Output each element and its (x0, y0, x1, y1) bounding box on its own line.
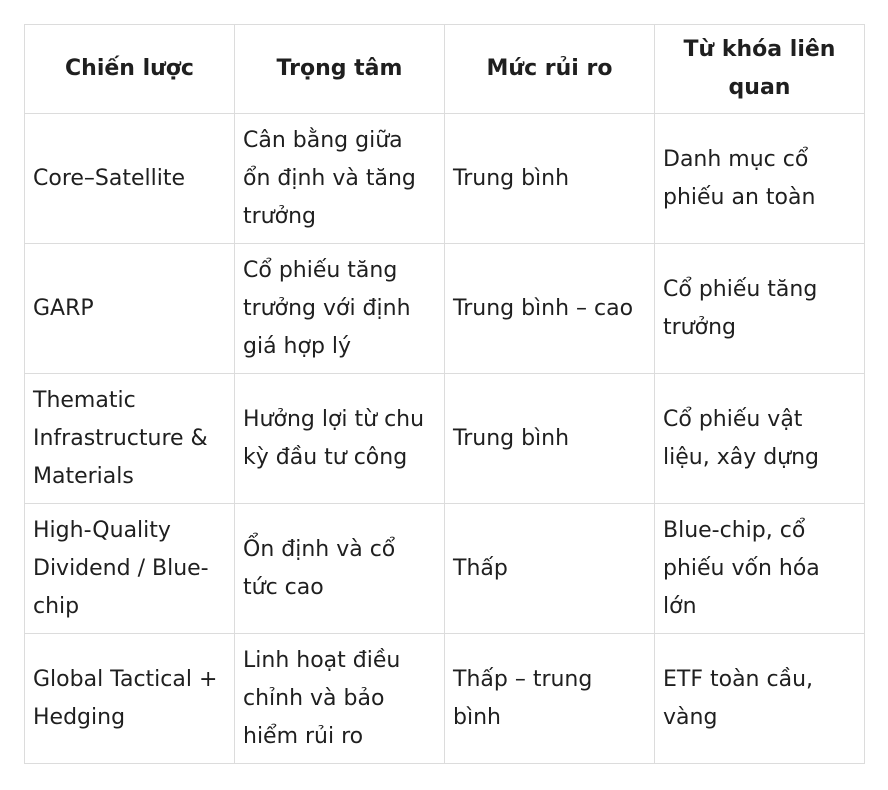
table-header (25, 25, 865, 114)
table-container (24, 24, 865, 764)
cell-risk: Thấp – trung bình (445, 634, 655, 764)
table-body (25, 114, 865, 764)
header-keywords: Từ khóa liên quan (655, 25, 865, 114)
cell-strategy: High-Quality Dividend / Blue-chip (25, 504, 235, 634)
table-row (25, 634, 865, 764)
cell-risk: Trung bình – cao (445, 244, 655, 374)
header-focus: Trọng tâm (235, 25, 445, 114)
table-row (25, 244, 865, 374)
cell-keywords: ETF toàn cầu, vàng (655, 634, 865, 764)
cell-focus: Hưởng lợi từ chu kỳ đầu tư công (235, 374, 445, 504)
cell-strategy: Global Tactical + Hedging (25, 634, 235, 764)
header-risk: Mức rủi ro (445, 25, 655, 114)
cell-strategy: Core–Satellite (25, 114, 235, 244)
header-strategy: Chiến lược (25, 25, 235, 114)
cell-keywords: Blue-chip, cổ phiếu vốn hóa lớn (655, 504, 865, 634)
cell-keywords: Danh mục cổ phiếu an toàn (655, 114, 865, 244)
cell-focus: Ổn định và cổ tức cao (235, 504, 445, 634)
table-row (25, 114, 865, 244)
cell-risk: Trung bình (445, 114, 655, 244)
cell-focus: Linh hoạt điều chỉnh và bảo hiểm rủi ro (235, 634, 445, 764)
cell-keywords: Cổ phiếu vật liệu, xây dựng (655, 374, 865, 504)
cell-strategy: GARP (25, 244, 235, 374)
table-row (25, 374, 865, 504)
table-row (25, 504, 865, 634)
cell-focus: Cổ phiếu tăng trưởng với định giá hợp lý (235, 244, 445, 374)
strategy-table (24, 24, 865, 764)
cell-focus: Cân bằng giữa ổn định và tăng trưởng (235, 114, 445, 244)
cell-keywords: Cổ phiếu tăng trưởng (655, 244, 865, 374)
cell-strategy: Thematic Infrastructure & Materials (25, 374, 235, 504)
cell-risk: Thấp (445, 504, 655, 634)
cell-risk: Trung bình (445, 374, 655, 504)
header-row (25, 25, 865, 114)
